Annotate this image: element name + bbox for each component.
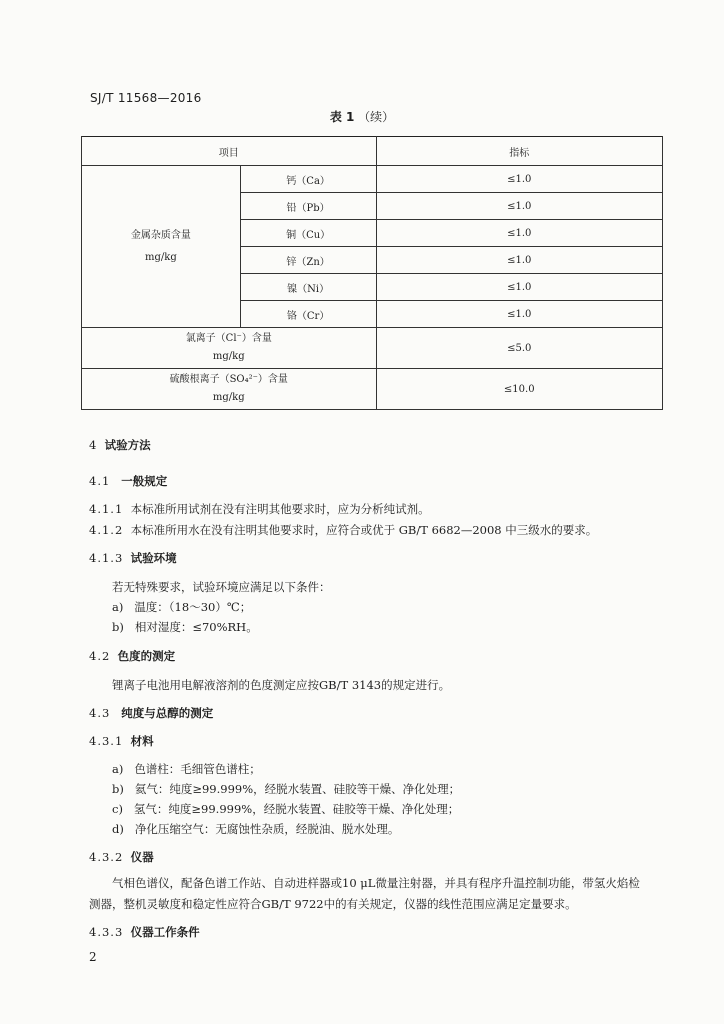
section-number: 4.1.3 <box>89 551 124 565</box>
list-item <box>112 599 251 615</box>
sulfate-item <box>82 369 377 410</box>
chloride-unit: mg/kg <box>212 351 245 362</box>
section-number: 4.3.1 <box>89 734 124 748</box>
clause-4-1-1 <box>89 501 430 517</box>
row-value: ≤1.0 <box>376 247 662 274</box>
list-item <box>112 801 459 817</box>
clause-4-1-2 <box>89 522 597 538</box>
clause-number: 4.1.1 <box>89 502 124 516</box>
section-number: 4.1 <box>89 474 111 488</box>
list-mark: a) <box>112 600 124 614</box>
list-item <box>112 761 261 777</box>
spec-table <box>81 136 663 410</box>
section-4-1-3-heading <box>89 550 177 566</box>
section-number: 4 <box>89 438 98 452</box>
list-item <box>112 781 460 797</box>
sulfate-label: 硫酸根离子（SO₄²⁻）含量 <box>169 374 288 385</box>
clause-text: 本标准所用水在没有注明其他要求时，应符合或优于 GB/T 6682—2008 中三级水的要求。 <box>130 523 598 537</box>
list-mark: d) <box>112 822 124 836</box>
section-4-3-3-heading <box>89 924 200 940</box>
instrument-text: 气相色谱仪，配备色谱工作站、自动进样器或10 μL微量注射器，并具有程序升温控制功能，带氢火焰检测器，整机灵敏度和稳定性应符合GB/T 9722中的有关规定，仪器的线性范围应满足定量要求。 <box>89 876 640 911</box>
list-mark: b) <box>112 782 124 796</box>
section-title: 一般规定 <box>121 474 168 488</box>
row-item: 铜（Cu） <box>240 220 376 247</box>
list-item <box>112 619 258 635</box>
section-4-heading <box>89 437 151 453</box>
row-item: 钙（Ca） <box>240 166 376 193</box>
section-title: 纯度与总醇的测定 <box>121 706 214 720</box>
sulfate-value: ≤10.0 <box>376 369 662 410</box>
clause-text: 本标准所用试剂在没有注明其他要求时，应为分析纯试剂。 <box>130 502 430 516</box>
section-number: 4.3.2 <box>89 850 124 864</box>
chloride-value: ≤5.0 <box>376 328 662 369</box>
section-4-2-heading <box>89 648 175 664</box>
chloride-item <box>82 328 377 369</box>
list-text: 相对湿度：≤70%RH。 <box>134 620 258 634</box>
chloride-label: 氯离子（Cl⁻）含量 <box>185 333 272 344</box>
row-item: 锌（Zn） <box>240 247 376 274</box>
row-value: ≤1.0 <box>376 193 662 220</box>
section-number: 4.3.3 <box>89 925 124 939</box>
row-item: 镍（Ni） <box>240 274 376 301</box>
list-text: 温度：（18～30）℃； <box>134 600 252 614</box>
section-title: 仪器工作条件 <box>130 925 200 939</box>
section-number: 4.3 <box>89 706 111 720</box>
table-caption <box>0 108 724 125</box>
section-title: 仪器 <box>130 850 154 864</box>
row-item: 铬（Cr） <box>240 301 376 328</box>
list-text: 氢气：纯度≥99.999%，经脱水装置、硅胶等干燥、净化处理； <box>133 802 460 816</box>
section-4-1-heading <box>89 473 167 489</box>
chroma-text: 锂离子电池用电解液溶剂的色度测定应按GB/T 3143的规定进行。 <box>112 678 451 692</box>
row-item: 铅（Pb） <box>240 193 376 220</box>
section-title: 试验环境 <box>130 551 177 565</box>
metal-impurity-group <box>82 166 241 328</box>
list-mark: b) <box>112 620 124 634</box>
section-title: 材料 <box>130 734 154 748</box>
header-index: 指标 <box>376 137 662 166</box>
row-value: ≤1.0 <box>376 301 662 328</box>
group-unit: mg/kg <box>145 251 177 263</box>
list-mark: c) <box>112 802 123 816</box>
list-text: 氦气：纯度≥99.999%，经脱水装置、硅胶等干燥、净化处理； <box>134 782 461 796</box>
section-4-3-2-heading <box>89 849 154 865</box>
row-value: ≤1.0 <box>376 166 662 193</box>
list-mark: a) <box>112 762 124 776</box>
section-4-3-1-heading <box>89 733 154 749</box>
clause-number: 4.1.2 <box>89 523 124 537</box>
row-value: ≤1.0 <box>376 220 662 247</box>
table-caption-continued: （续） <box>358 110 395 124</box>
list-text: 色谱柱：毛细管色谱柱； <box>134 762 261 776</box>
row-value: ≤1.0 <box>376 274 662 301</box>
list-item <box>112 821 399 837</box>
section-4-3-heading <box>89 705 213 721</box>
section-title: 色度的测定 <box>117 649 176 663</box>
group-label: 金属杂质含量 <box>130 229 191 241</box>
standard-number: SJ/T 11568—2016 <box>90 91 202 105</box>
table-caption-label: 表 1 <box>329 110 355 124</box>
section-number: 4.2 <box>89 649 111 663</box>
section-title: 试验方法 <box>104 438 151 452</box>
header-item: 项目 <box>82 137 377 166</box>
page-number: 2 <box>89 950 97 964</box>
environment-intro: 若无特殊要求，试验环境应满足以下条件： <box>112 580 331 594</box>
list-text: 净化压缩空气：无腐蚀性杂质，经脱油、脱水处理。 <box>134 822 400 836</box>
sulfate-unit: mg/kg <box>212 392 245 403</box>
